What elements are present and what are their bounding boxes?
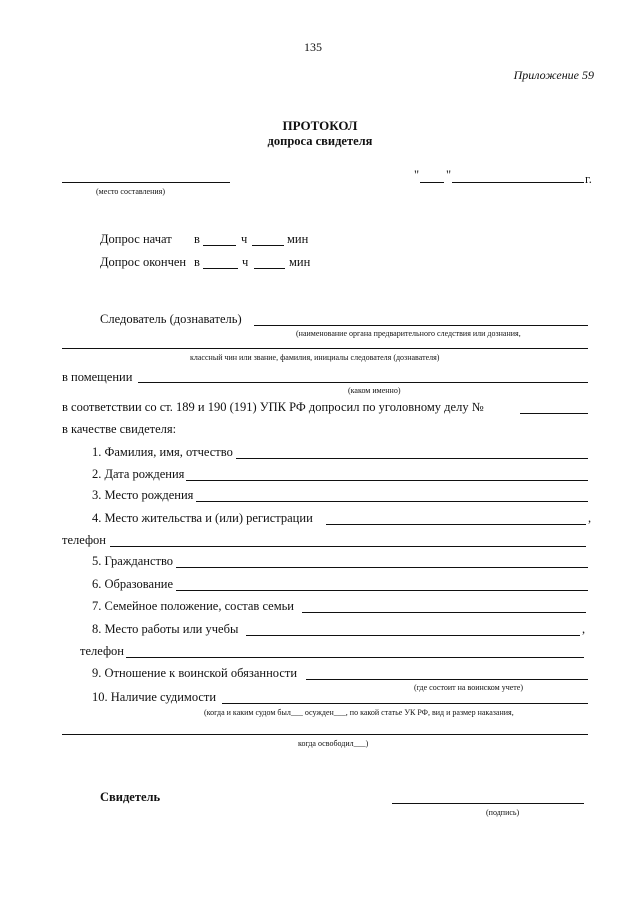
investigator-label: Следователь (дознаватель) — [100, 312, 242, 326]
page-number: 135 — [304, 40, 322, 54]
workplace-field[interactable] — [246, 635, 580, 636]
field-4-label: 4. Место жительства и (или) регистрации — [92, 511, 313, 525]
residence-field[interactable] — [326, 524, 586, 525]
phone-2-field[interactable] — [126, 657, 584, 658]
field-9-caption: (где состоит на воинском учете) — [414, 683, 523, 692]
field-1-label: 1. Фамилия, имя, отчество — [92, 445, 233, 459]
place-caption: (место составления) — [96, 187, 165, 196]
date-day-field[interactable] — [420, 182, 444, 183]
field-9-label: 9. Отношение к воинской обязанности — [92, 666, 298, 680]
field-6-label: 6. Образование — [92, 577, 174, 591]
field-5-label: 5. Гражданство — [92, 554, 174, 568]
field-8-comma: , — [582, 622, 586, 636]
end-hours-unit: ч — [242, 255, 249, 269]
end-at: в — [194, 255, 200, 269]
start-hours-unit: ч — [241, 232, 248, 246]
field-2-label: 2. Дата рождения — [92, 467, 185, 481]
room-label: в помещении — [62, 370, 133, 384]
signature-field[interactable] — [392, 803, 584, 804]
field-10-caption-2: когда освободил___) — [298, 739, 369, 748]
room-field[interactable] — [138, 382, 588, 383]
start-at: в — [194, 232, 200, 246]
appendix-label: Приложение 59 — [513, 68, 594, 82]
start-label: Допрос начат — [100, 232, 172, 246]
criminal-record-field[interactable] — [222, 703, 588, 704]
date-quote-close: " — [446, 168, 452, 182]
phone-1-field[interactable] — [110, 546, 586, 547]
field-10-label: 10. Наличие судимости — [92, 690, 217, 704]
signature-label: Свидетель — [100, 790, 161, 804]
field-7-label: 7. Семейное положение, состав семьи — [92, 599, 294, 613]
accordance-text: в соответствии со ст. 189 и 190 (191) УПК РФ допросил по уголовному делу № — [62, 400, 484, 414]
signature-caption: (подпись) — [486, 808, 520, 817]
investigator-field[interactable] — [254, 325, 588, 326]
place-field[interactable] — [62, 182, 230, 183]
case-number-field[interactable] — [520, 413, 588, 414]
date-quote-open: " — [414, 168, 420, 182]
phone-1-label: телефон — [62, 533, 106, 547]
field-3-label: 3. Место рождения — [92, 488, 194, 502]
end-hours-field[interactable] — [203, 268, 238, 269]
full-name-field[interactable] — [236, 458, 588, 459]
investigator-caption-2: классный чин или звание, фамилия, инициалы следователя (дознавателя) — [190, 353, 440, 362]
education-field[interactable] — [176, 590, 588, 591]
document-title: ПРОТОКОЛ — [282, 118, 358, 133]
citizenship-field[interactable] — [176, 567, 588, 568]
investigator-caption-1: (наименование органа предварительного следствия или дознания, — [296, 329, 521, 338]
date-year-suffix: г. — [585, 172, 592, 186]
date-month-year-field[interactable] — [452, 182, 584, 183]
end-minutes-field[interactable] — [254, 268, 285, 269]
room-caption: (каком именно) — [348, 386, 401, 395]
end-label: Допрос окончен — [100, 255, 187, 269]
birth-date-field[interactable] — [186, 480, 588, 481]
investigator-field-2[interactable] — [62, 348, 588, 349]
family-status-field[interactable] — [302, 612, 586, 613]
military-status-field[interactable] — [306, 679, 588, 680]
start-hours-field[interactable] — [203, 245, 236, 246]
field-10-caption: (когда и каким судом был___ осужден___, по какой статье УК РФ, вид и размер наказания, — [204, 708, 514, 717]
document-subtitle: допроса свидетеля — [267, 134, 373, 148]
field-4-comma: , — [588, 511, 592, 525]
birth-place-field[interactable] — [196, 501, 588, 502]
start-minutes-field[interactable] — [252, 245, 284, 246]
as-witness-label: в качестве свидетеля: — [62, 422, 177, 436]
criminal-record-field-2[interactable] — [62, 734, 588, 735]
end-minutes-unit: мин — [289, 255, 311, 269]
start-minutes-unit: мин — [287, 232, 309, 246]
phone-2-label: телефон — [80, 644, 124, 658]
field-8-label: 8. Место работы или учебы — [92, 622, 239, 636]
